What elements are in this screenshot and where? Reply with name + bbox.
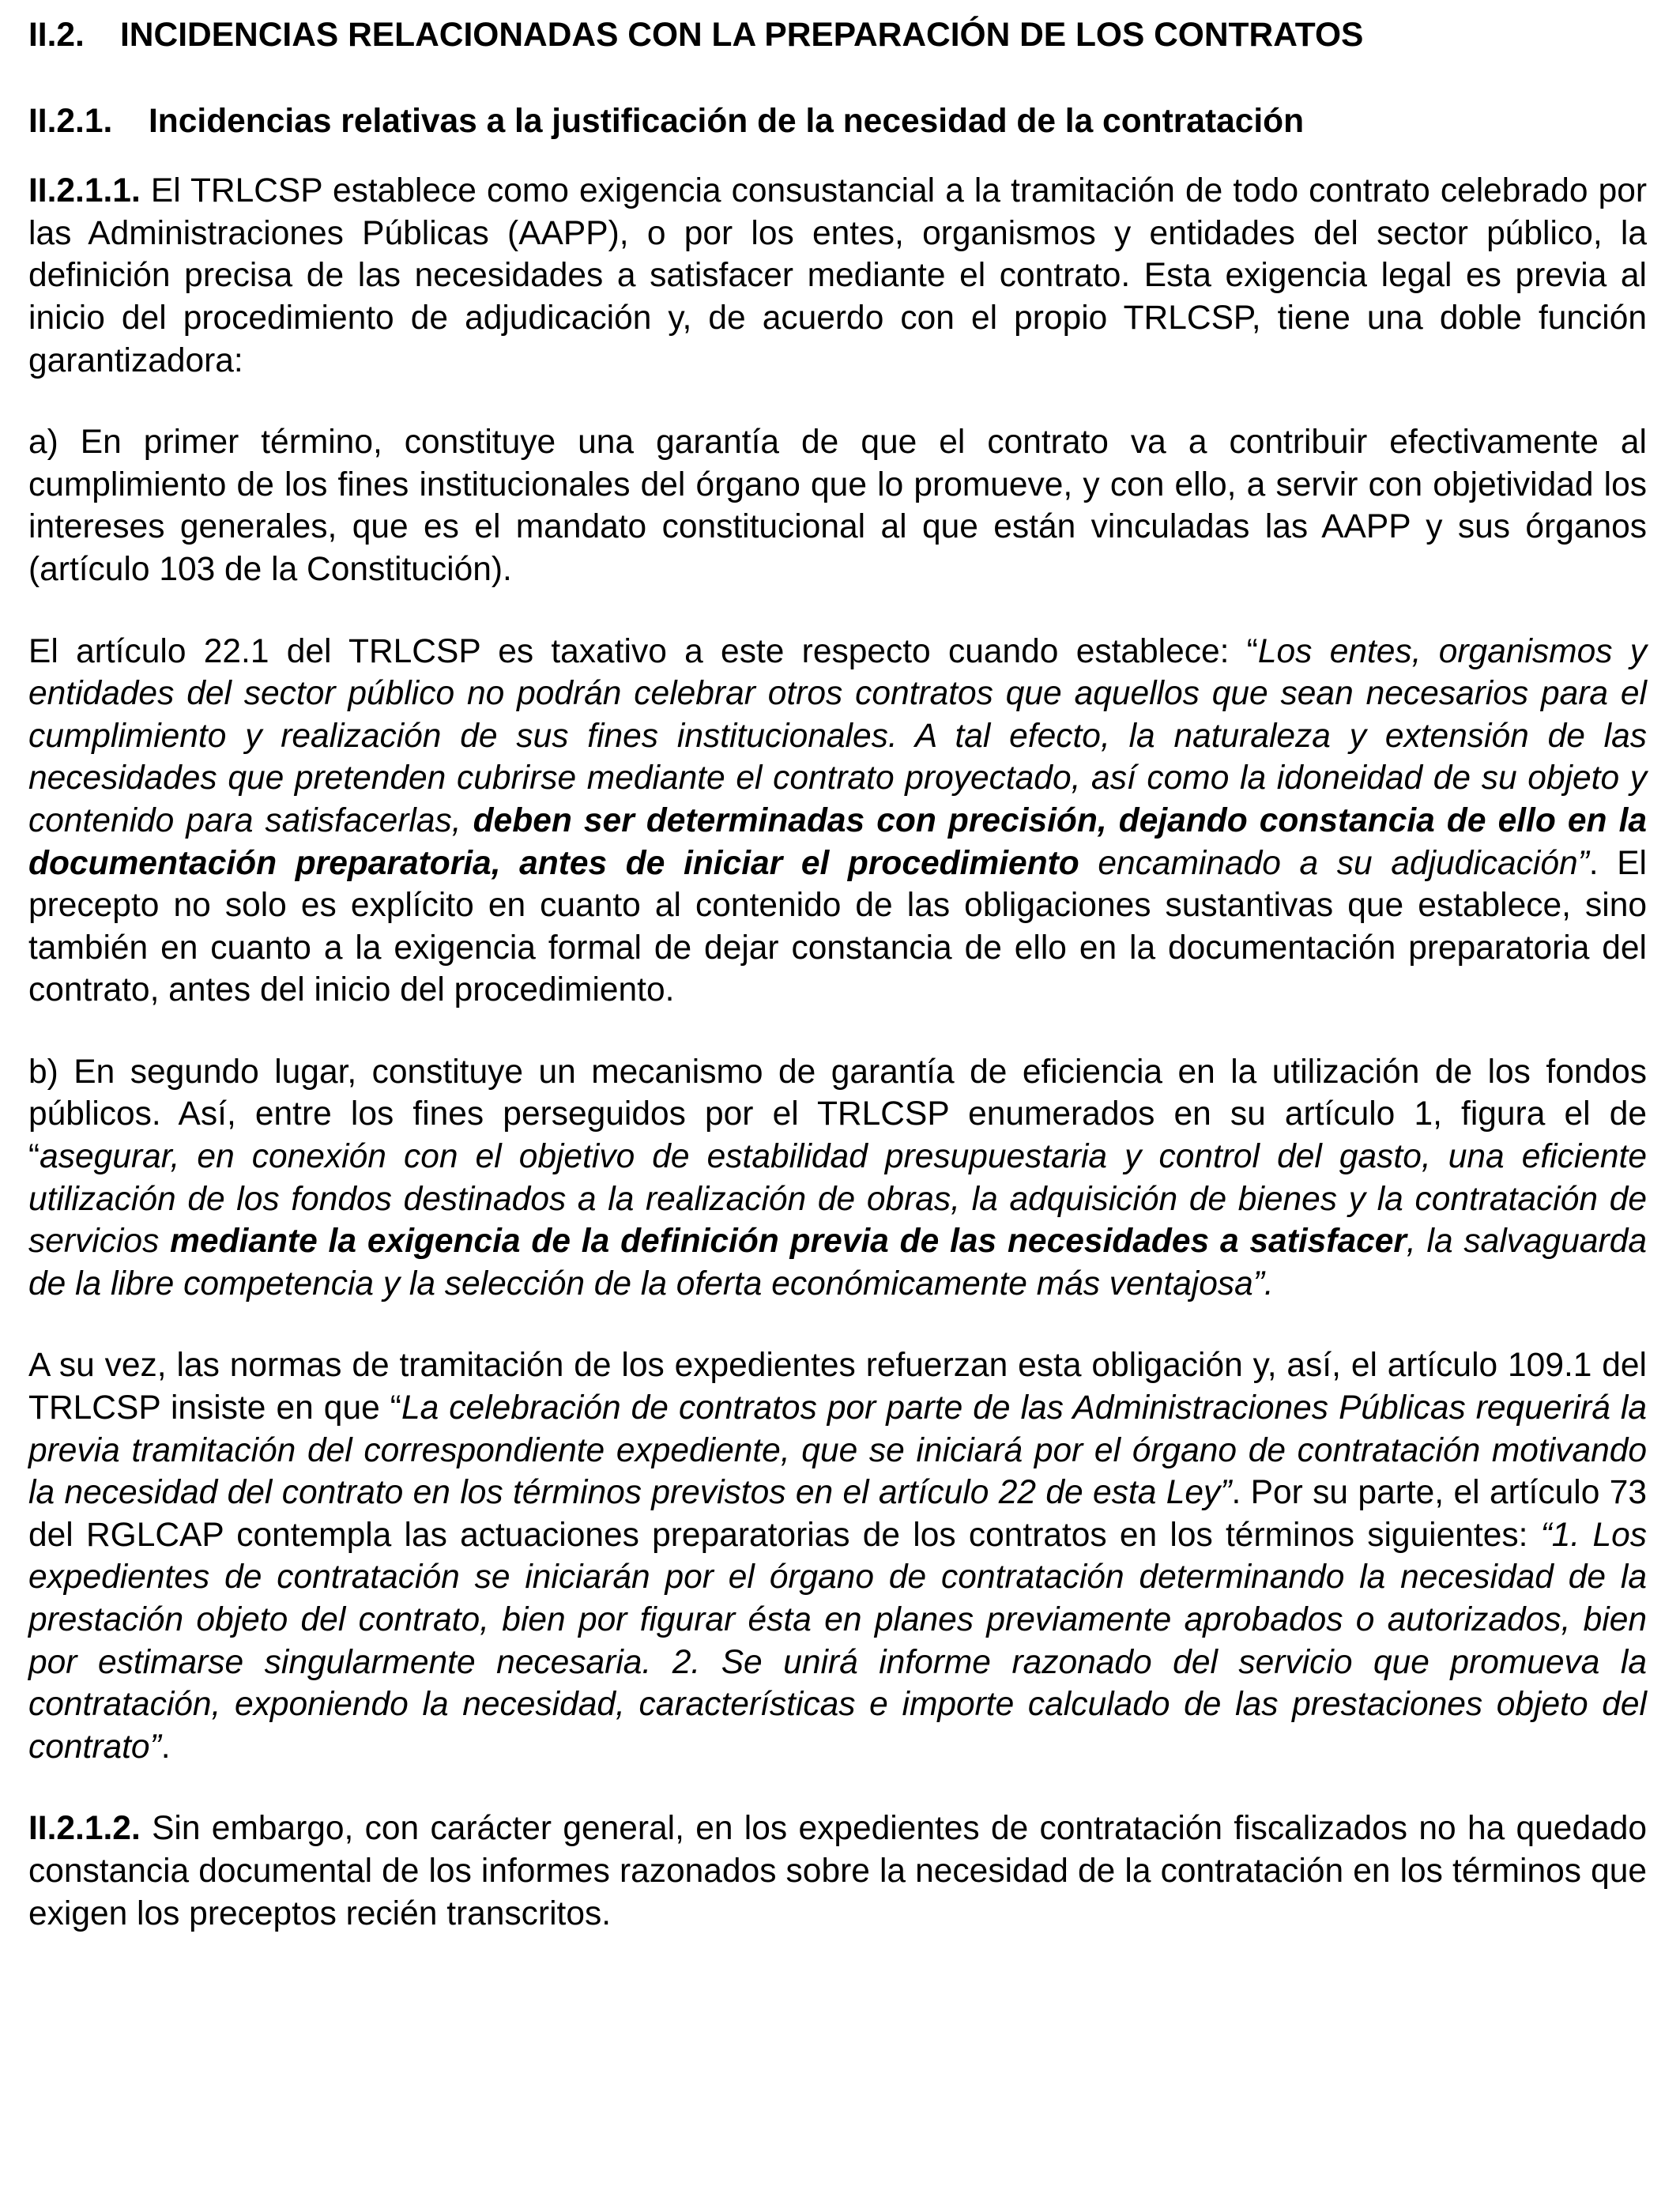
subsection-heading [28,100,1647,143]
quote-tail-italic: encaminado a su adjudicación” [1079,844,1589,882]
quote-bold-italic: mediante la exigencia de la definición previa de las necesidades a satisfacer [170,1223,1407,1261]
quote-italic: asegurar, en conexión con el objetivo de estabilidad presupuestaria y control del gasto, una eficiente utilización de los fondos destinados a la realización de obras, la adquisición de bienes y la contratación de servicios [28,1138,1647,1261]
section-title: INCIDENCIAS RELACIONADAS CON LA PREPARACIÓN DE LOS CONTRATOS [120,17,1364,54]
section-number: II.2. [28,17,85,54]
quote-tail-italic: , la salvaguarda de la libre competencia y la selección de la oferta económicamente más ventajosa”. [28,1223,1647,1302]
paragraph-2 [28,421,1647,590]
paragraph-text: Sin embargo, con carácter general, en los expedientes de contratación fiscalizados no ha quedado constancia documental de los informes razonados sobre la necesidad de la contratación en los términos que exigen los preceptos recién transcritos. [28,1810,1647,1932]
quote-italic: “1. Los expedientes de contratación se iniciarán por el órgano de contratación determinando la necesidad de la prestación objeto del contrato, bien por figurar ésta en planes previamente aprobados o autorizados, bien por estimarse singularmente necesaria. 2. Se unirá informe razonado del servicio que promueva la contratación, exponiendo la necesidad, características e importe calculado de las prestaciones objeto del contrato” [28,1516,1647,1766]
paragraph-1 [28,170,1647,382]
paragraph-middle: . Por su parte, el artículo 73 del RGLCAP contempla las actuaciones preparatorias de los contratos en los términos siguientes: [28,1474,1647,1554]
quote-bold-italic: deben ser determinadas con precisión, dejando constancia de ello en la documentación preparatoria, antes de iniciar el procedimiento [28,801,1648,882]
paragraph-lead: b) En segundo lugar, constituye un mecanismo de garantía de eficiencia en la utilización de los fondos públicos. Así, entre los fines perseguidos por el TRLCSP enumerados en su artículo 1, figura el de “ [28,1053,1647,1176]
paragraph-3 [28,631,1647,1012]
paragraph-4 [28,1051,1647,1306]
paragraph-lead: El artículo 22.1 del TRLCSP es taxativo a este respecto cuando establece: “ [28,632,1258,670]
subsection-number: II.2.1. [28,102,113,140]
paragraph-tail: . [160,1728,171,1766]
section-heading [28,14,1647,57]
paragraph-6 [28,1808,1647,1935]
quote-italic: Los entes, organismos y entidades del sector público no podrán celebrar otros contratos que aquellos que sean necesarios para el cumplimiento y realización de sus fines institucionales. A tal efecto, la naturaleza y extensión de las necesidades que pretenden cubrirse mediante el contrato proyectado, así como la idoneidad de su objeto y contenido para satisfacerlas, [28,632,1647,839]
paragraph-text: a) En primer término, constituye una garantía de que el contrato va a contribuir efectivamente al cumplimiento de los fines institucionales del órgano que lo promueve, y con ello, a servir con objetividad los intereses generales, que es el mandato constitucional al que están vinculadas las AAPP y sus órganos (artículo 103 de la Constitución). [28,424,1647,588]
quote-italic: La celebración de contratos por parte de las Administraciones Públicas requerirá la previa tramitación del correspondiente expediente, que se iniciará por el órgano de contratación motivando la necesidad del contrato en los términos previstos en el artículo 22 de esta Ley” [28,1389,1647,1512]
paragraph-text: El TRLCSP establece como exigencia consustancial a la tramitación de todo contrato celebrado por las Administraciones Públicas (AAPP), o por los entes, organismos y entidades del sector público, la definición precisa de las necesidades a satisfacer mediante el contrato. Esta exigencia legal es previa al inicio del procedimiento de adjudicación y, de acuerdo con el propio TRLCSP, tiene una doble función garantizadora: [28,172,1647,379]
paragraph-tail: . El precepto no solo es explícito en cuanto al contenido de las obligaciones sustantivas que establece, sino también en cuanto a la exigencia formal de dejar constancia de ello en la documentación preparatoria del contrato, antes del inicio del procedimiento. [28,844,1647,1009]
paragraph-5 [28,1344,1647,1768]
document-page [28,8,1647,1935]
subsection-title: Incidencias relativas a la justificación de la necesidad de la contratación [149,102,1305,140]
paragraph-number: II.2.1.1. [28,172,141,210]
paragraph-number: II.2.1.2. [28,1810,141,1848]
paragraph-lead: A su vez, las normas de tramitación de los expedientes refuerzan esta obligación y, así, el artículo 109.1 del TRLCSP insiste en que “ [28,1347,1647,1427]
